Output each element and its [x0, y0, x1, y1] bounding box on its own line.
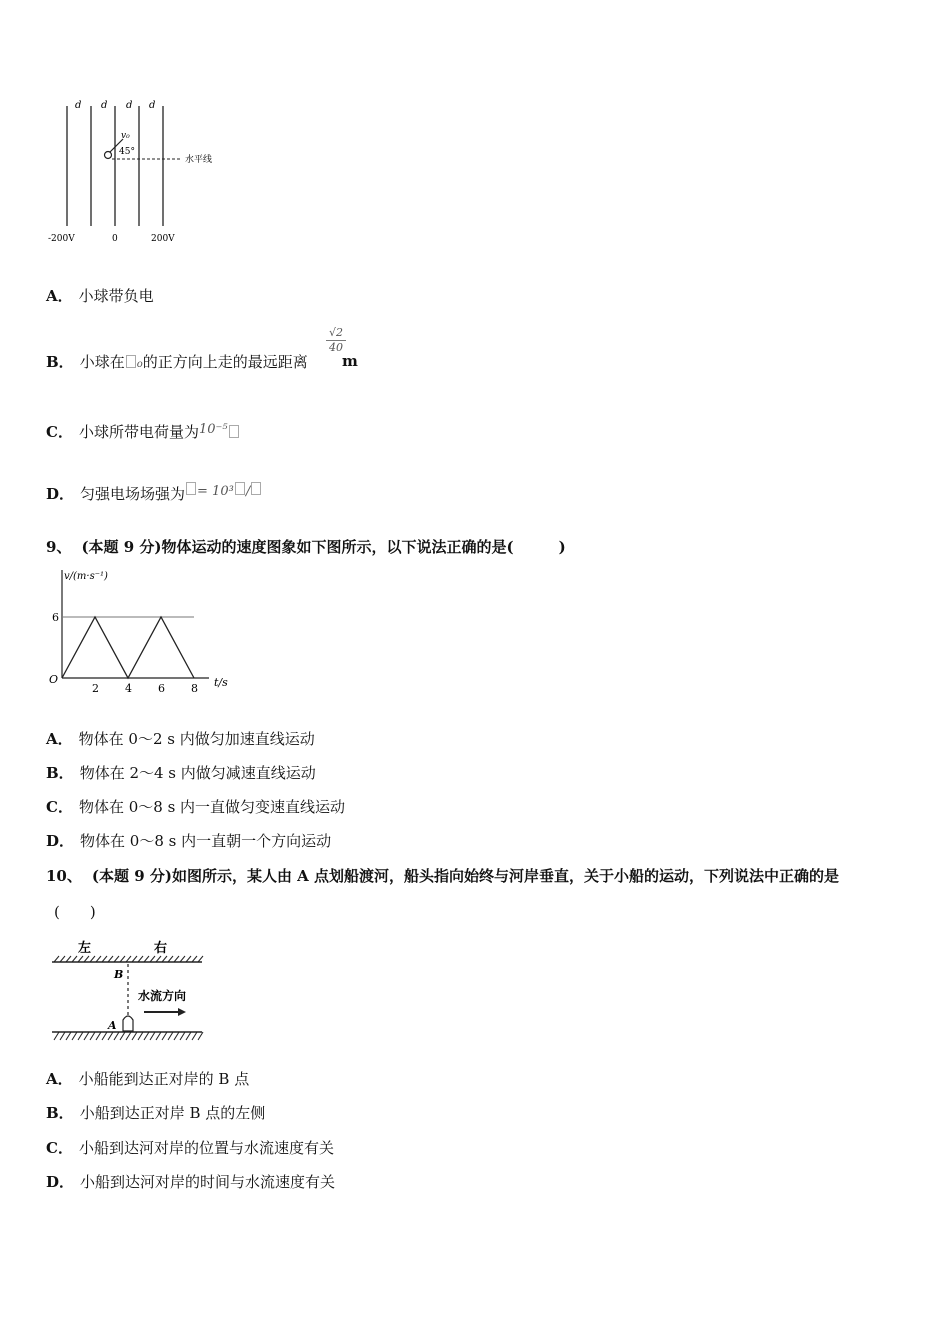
option-text: 物体在 2～4 s 内做匀减速直线运动 — [79, 764, 316, 782]
hatch-mark — [138, 956, 143, 962]
velocity-time-chart — [44, 564, 244, 694]
hatch-mark — [84, 1032, 89, 1040]
top-bank-hatching — [54, 956, 203, 962]
angle-label: 45° — [119, 147, 135, 157]
x-tick-label: 6 — [158, 682, 165, 694]
hatch-mark — [60, 956, 65, 962]
voltage-right: 200V — [151, 234, 175, 244]
hatch-mark — [156, 956, 161, 962]
series-line — [62, 617, 194, 678]
horizontal-label: 水平线 — [185, 155, 213, 165]
right-label: 右 — [154, 941, 168, 956]
gap-label-2: d — [101, 100, 108, 111]
hatch-mark — [192, 956, 197, 962]
fraction-denominator: 40 — [329, 341, 343, 354]
point-a-label: A — [108, 1019, 117, 1032]
option-label: D． — [46, 485, 75, 503]
option-label: C． — [46, 423, 73, 441]
hatch-mark — [66, 956, 71, 962]
q8-option-a — [46, 286, 154, 306]
point-b-label: B — [114, 968, 124, 981]
option-text: 物体在 0～2 s 内做匀加速直线运动 — [78, 730, 315, 748]
q8-option-c — [46, 420, 240, 442]
river-figure — [48, 936, 208, 1046]
option-text: 物体在 0～8 s 内一直做匀变速直线运动 — [78, 798, 346, 816]
option-text-before: 小球在 — [79, 353, 125, 371]
y-axis-label: v/(m·s⁻¹) — [64, 571, 108, 582]
q10-option-b — [46, 1103, 265, 1123]
hatch-mark — [186, 956, 191, 962]
x-tick-label: 4 — [125, 682, 132, 694]
q10-option-a — [46, 1069, 249, 1089]
hatch-mark — [78, 1032, 83, 1040]
left-label: 左 — [78, 941, 92, 956]
hatch-mark — [156, 1032, 161, 1040]
hatch-mark — [120, 956, 125, 962]
hatch-mark — [84, 956, 89, 962]
hatch-mark — [72, 1032, 77, 1040]
hatch-mark — [144, 1032, 149, 1040]
gap-label-1: d — [75, 100, 82, 111]
unit-label: m — [342, 352, 358, 370]
option-label: D． — [46, 832, 75, 850]
question-text: (本题 9 分)如图所示，某人由 A 点划船渡河，船头指向始终与河岸垂直，关于小船的运动，下列说法中正确的是 — [91, 867, 840, 885]
hatch-mark — [72, 956, 77, 962]
q9-option-a — [46, 729, 315, 749]
option-label: A． — [46, 287, 73, 305]
hatch-mark — [192, 1032, 197, 1040]
q9-option-d — [46, 831, 331, 851]
option-text: 小球带负电 — [78, 287, 154, 305]
gap-label-3: d — [126, 100, 133, 111]
hatch-mark — [126, 1032, 131, 1040]
hatch-mark — [198, 956, 203, 962]
x-tick-label: 8 — [191, 682, 198, 694]
hatch-mark — [180, 1032, 185, 1040]
hatch-mark — [108, 956, 113, 962]
formula-slash: / — [245, 484, 251, 499]
question-number: 10、 — [46, 867, 82, 885]
option-label: C． — [46, 1139, 73, 1157]
formula-eq: = 10³ — [197, 484, 234, 499]
option-label: A． — [46, 1070, 73, 1088]
ball — [105, 152, 112, 159]
q10-answer-paren: ( ) — [54, 903, 96, 921]
option-text: 物体在 0～8 s 内一直朝一个方向运动 — [80, 832, 332, 850]
question-text: (本题 9 分)物体运动的速度图象如下图所示，以下说法正确的是( ) — [81, 538, 566, 556]
question-number: 9、 — [46, 538, 72, 556]
voltage-mid: 0 — [112, 234, 118, 244]
flow-arrow-head-icon — [178, 1008, 186, 1016]
q9-stem — [46, 537, 566, 557]
hatch-mark — [108, 1032, 113, 1040]
option-label: B． — [46, 353, 74, 371]
q10-stem — [46, 866, 839, 886]
hatch-mark — [54, 956, 59, 962]
hatch-mark — [66, 1032, 71, 1040]
option-text-after: 的正方向上走的最远距离 — [142, 353, 308, 371]
hatch-mark — [54, 1032, 59, 1040]
hatch-mark — [144, 956, 149, 962]
fraction-numerator: √2 — [326, 326, 346, 341]
hatch-mark — [162, 1032, 167, 1040]
q9-option-b — [46, 763, 316, 783]
hatch-mark — [150, 1032, 155, 1040]
hatch-mark — [90, 956, 95, 962]
q8-option-b: B． 小球在 o的正方向上走的最远距离 — [46, 353, 308, 371]
q10-option-d — [46, 1172, 335, 1192]
hatch-mark — [90, 1032, 95, 1040]
missing-glyph-icon — [126, 355, 136, 368]
option-text: 小球所带电荷量为 — [78, 423, 199, 441]
hatch-mark — [198, 1032, 203, 1040]
hatch-mark — [60, 1032, 65, 1040]
hatch-mark — [114, 956, 119, 962]
option-text: 小船能到达正对岸的 B 点 — [78, 1070, 250, 1088]
hatch-mark — [174, 956, 179, 962]
hatch-mark — [132, 956, 137, 962]
option-text: 小船到达正对岸 B 点的左侧 — [79, 1104, 266, 1122]
voltage-left: -200V — [48, 234, 75, 244]
missing-glyph-icon — [186, 482, 196, 495]
x-tick-label: 2 — [92, 682, 99, 694]
hatch-mark — [150, 956, 155, 962]
velocity-label: v₀ — [121, 131, 130, 141]
hatch-mark — [114, 1032, 119, 1040]
missing-glyph-icon — [235, 482, 245, 495]
option-label: B． — [46, 1104, 74, 1122]
option-label: B． — [46, 764, 74, 782]
option-text: 小船到达河对岸的位置与水流速度有关 — [78, 1139, 334, 1157]
boat-icon — [123, 1016, 133, 1031]
option-label: D． — [46, 1173, 75, 1191]
hatch-mark — [168, 1032, 173, 1040]
hatch-mark — [78, 956, 83, 962]
formula: 10⁻⁵ — [198, 422, 228, 437]
hatch-mark — [162, 956, 167, 962]
fraction-formula — [326, 326, 346, 355]
option-text: 小船到达河对岸的时间与水流速度有关 — [80, 1173, 336, 1191]
q10-option-c — [46, 1138, 334, 1158]
bottom-bank-hatching — [54, 1032, 203, 1040]
hatch-mark — [174, 1032, 179, 1040]
hatch-mark — [138, 1032, 143, 1040]
hatch-mark — [96, 1032, 101, 1040]
hatch-mark — [102, 956, 107, 962]
hatch-mark — [180, 956, 185, 962]
option-label: C． — [46, 798, 73, 816]
hatch-mark — [186, 1032, 191, 1040]
missing-glyph-icon — [251, 482, 261, 495]
option-text: 匀强电场场强为 — [80, 485, 186, 503]
option-label: A． — [46, 730, 73, 748]
hatch-mark — [126, 956, 131, 962]
missing-glyph-icon — [229, 425, 239, 438]
y-tick-label: 6 — [52, 611, 59, 624]
hatch-mark — [168, 956, 173, 962]
flow-label: 水流方向 — [138, 989, 187, 1003]
plates-figure — [44, 96, 234, 256]
hatch-mark — [102, 1032, 107, 1040]
q8-option-d — [46, 482, 262, 504]
gap-label-4: d — [149, 100, 156, 111]
hatch-mark — [96, 956, 101, 962]
hatch-mark — [120, 1032, 125, 1040]
origin-label: O — [49, 673, 59, 686]
x-axis-label: t/s — [214, 676, 228, 689]
hatch-mark — [132, 1032, 137, 1040]
q9-option-c — [46, 797, 345, 817]
